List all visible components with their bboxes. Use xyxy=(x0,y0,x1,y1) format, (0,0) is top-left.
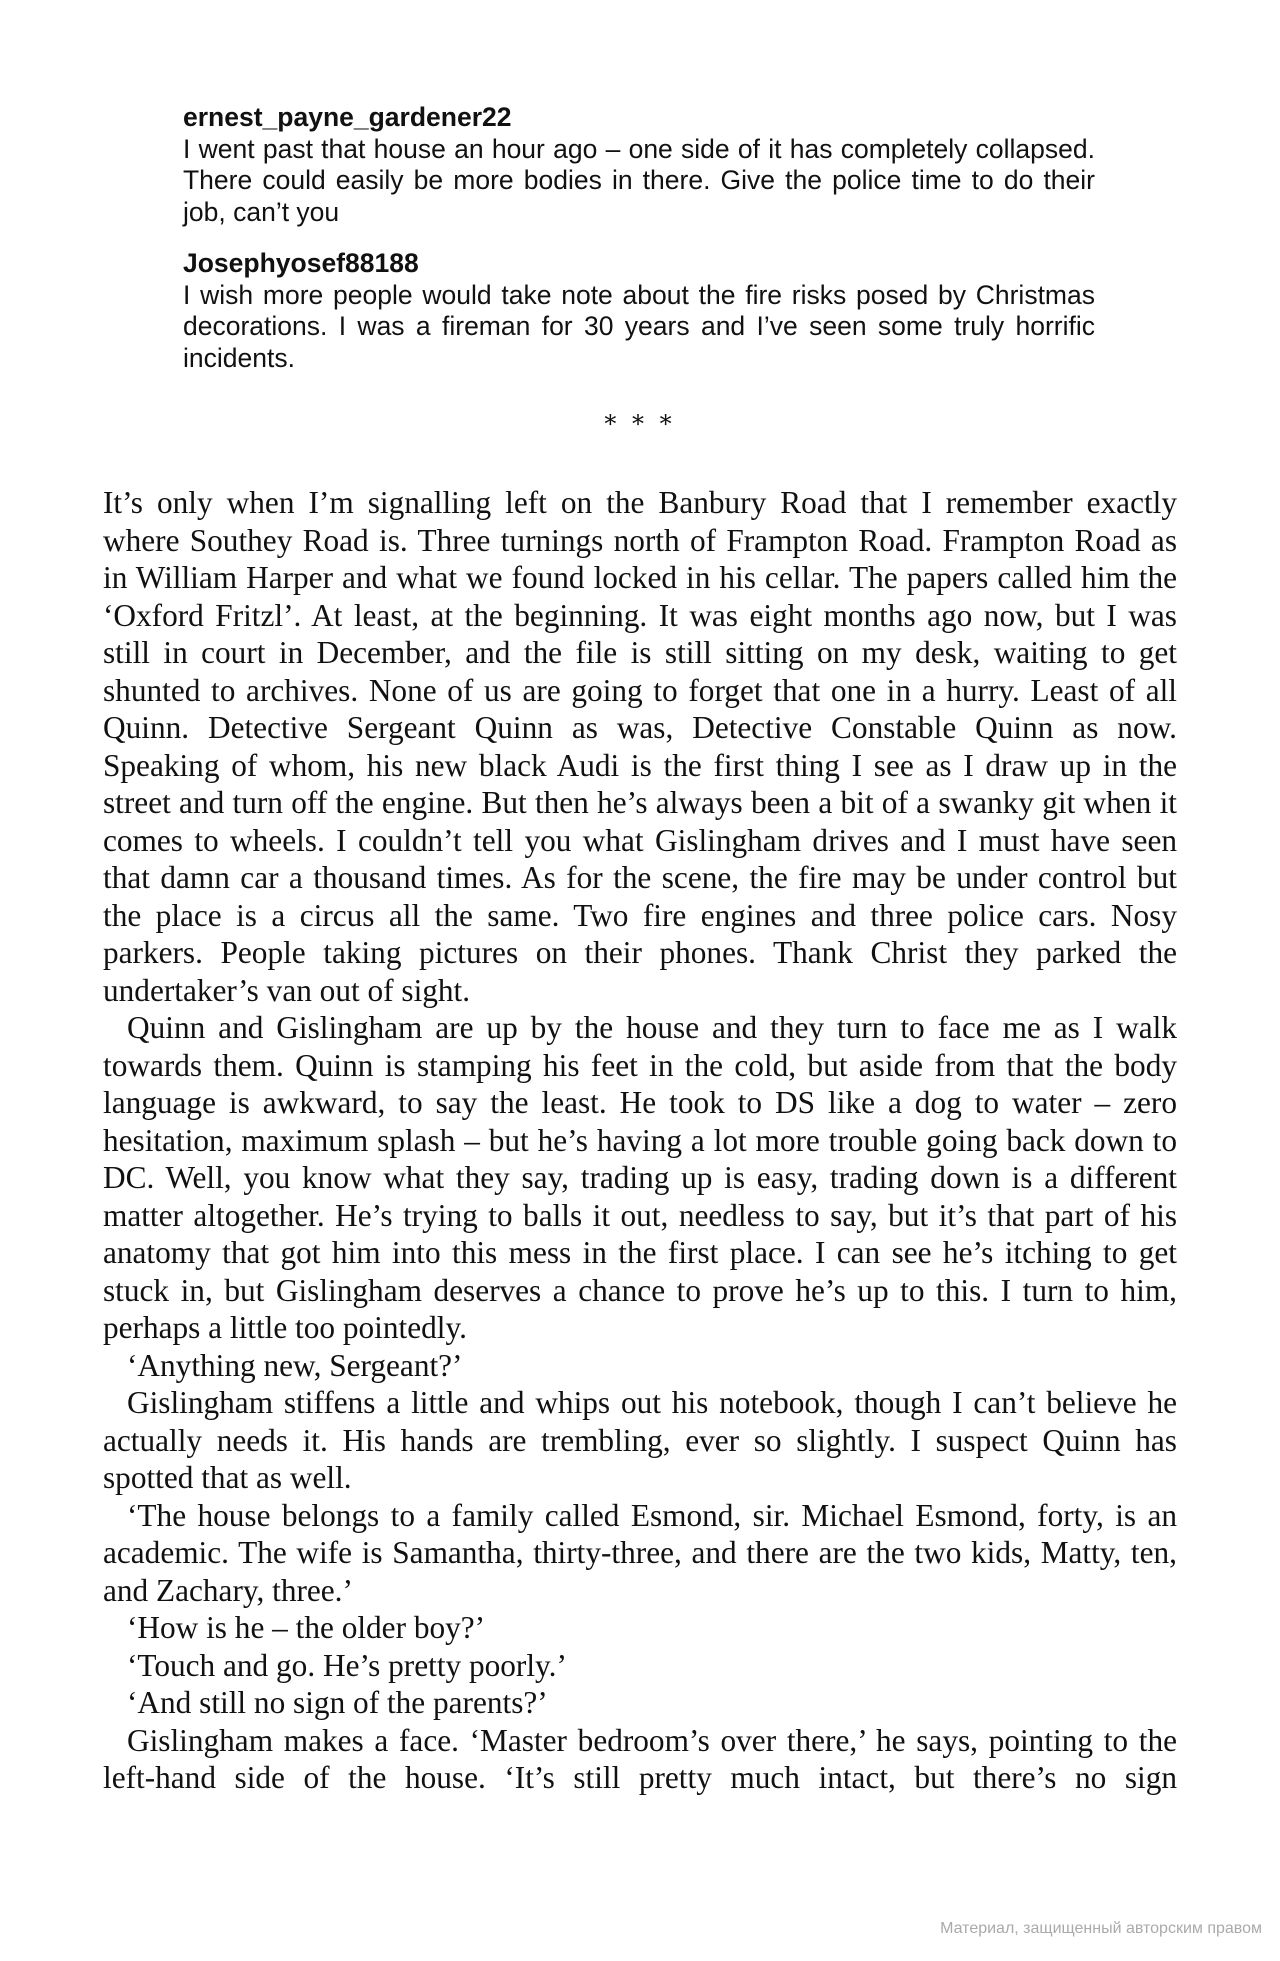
paragraph: Quinn and Gislingham are up by the house and they turn to face me as I walk towards them. Quinn is stamping his feet in the cold, but aside from that the body language is awkward, to say the least. He took to DS like a dog to water – zero hesitation, maximum splash – but he’s having a lot more trouble going back down to DC. Well, you know what they say, trading up is easy, trading down is a different matter altogether. He’s trying to balls it out, needless to say, but it’s that part of his anatomy that got him into this mess in the first place. I can see he’s itching to get stuck in, but Gislingham deserves a chance to prove he’s up to this. I turn to him, perhaps a little too pointedly. xyxy=(103,1010,1177,1345)
comment xyxy=(183,248,1095,374)
paragraph: ‘And still no sign of the parents?’ xyxy=(127,1685,548,1720)
comment xyxy=(183,102,1095,228)
comment-username: Josephyosef88188 xyxy=(183,248,419,278)
comment-text: I wish more people would take note about the fire risks posed by Christmas decorations. I was a fireman for 30 years and I’ve seen some truly horrific incidents. xyxy=(183,279,1095,373)
paragraph: It’s only when I’m signalling left on the Banbury Road that I remember exactly where Southey Road is. Three turnings north of Frampton Road. Frampton Road as in William Harper and what we found locked in his cellar. The papers called him the ‘Oxford Fritzl’. At least, at the beginning. It was eight months ago now, but I was still in court in December, and the file is still sitting on my desk, waiting to get shunted to archives. None of us are going to forget that one in a hurry. Least of all Quinn. Detective Sergeant Quinn as was, Detective Constable Quinn as now. Speaking of whom, his new black Audi is the first thing I see as I draw up in the street and turn off the engine. But then he’s always been a bit of a swanky git when it comes to wheels. I couldn’t tell you what Gislingham drives and I must have seen that damn car a thousand times. As for the scene, the fire may be under control but the place is a circus all the same. Two fire engines and three police cars. Nosy parkers. People taking pictures on their phones. Thank Christ they parked the undertaker’s van out of sight. xyxy=(103,485,1177,1008)
paragraph: ‘How is he – the older boy?’ xyxy=(127,1610,486,1645)
body-text xyxy=(103,484,1177,1797)
paragraph: ‘Touch and go. He’s pretty poorly.’ xyxy=(127,1647,567,1683)
paragraph: ‘Anything new, Sergeant?’ xyxy=(127,1347,463,1383)
section-separator: * * * xyxy=(604,410,676,438)
paragraph: ‘The house belongs to a family called Esmond, sir. Michael Esmond, forty, is an academic. The wife is Samantha, thirty-three, and there are the two kids, Matty, ten, and Zachary, three.’ xyxy=(103,1497,1177,1608)
comment-text: I went past that house an hour ago – one side of it has completely collapsed. There could easily be more bodies in there. Give the police time to do their job, can’t you xyxy=(183,133,1095,227)
comment-thread xyxy=(183,102,1095,394)
copyright-watermark: Материал, защищенный авторским правом xyxy=(940,1920,1262,1937)
paragraph: Gislingham stiffens a little and whips out his notebook, though I can’t believe he actually needs it. His hands are trembling, ever so slightly. I suspect Quinn has spotted that as well. xyxy=(103,1385,1177,1495)
comment-username: ernest_payne_gardener22 xyxy=(183,102,512,132)
paragraph: Gislingham makes a face. ‘Master bedroom’s over there,’ he says, pointing to the left-hand side of the house. ‘It’s still pretty much intact, but there’s no sign xyxy=(103,1722,1177,1795)
